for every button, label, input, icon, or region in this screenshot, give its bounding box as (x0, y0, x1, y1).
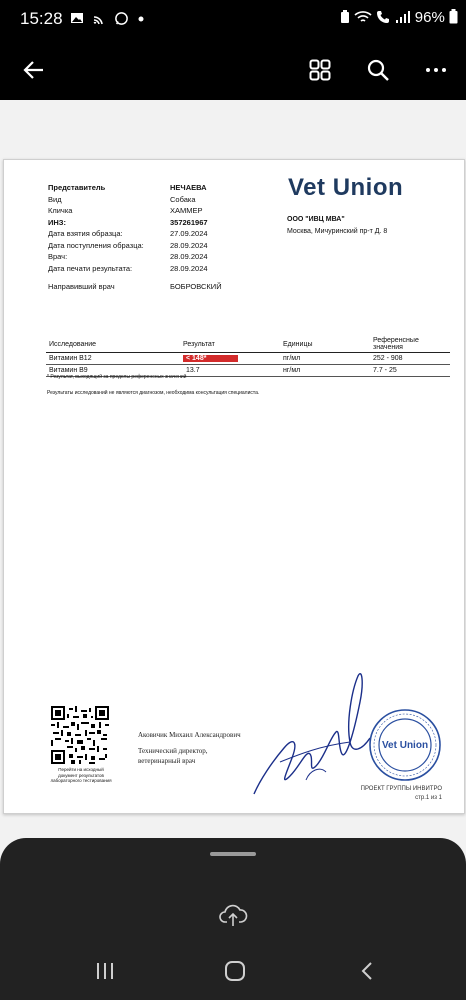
nav-back-button[interactable] (352, 956, 382, 986)
footer-project (361, 785, 442, 803)
dot-icon (137, 15, 145, 23)
field-label: Кличка (48, 206, 73, 215)
field-value: 28.09.2024 (170, 252, 208, 261)
handwritten-signature (250, 662, 380, 802)
org-address: Москва, Мичуринский пр-т Д. 8 (287, 228, 388, 235)
status-time: 15:28 (20, 9, 63, 28)
image-icon (70, 11, 84, 25)
wifi-icon (354, 10, 372, 24)
status-notification-icons (70, 10, 145, 26)
vet-union-logo: Vet Union (288, 174, 404, 201)
field-label: Представитель (48, 183, 106, 192)
field-value: Собака (170, 194, 196, 204)
field-value: 28.09.2024 (170, 263, 208, 273)
org-name: ООО "ИВЦ МВА" (287, 216, 345, 223)
document-page[interactable] (3, 159, 465, 814)
back-chevron-icon (360, 961, 374, 981)
results-table (46, 336, 450, 377)
sheet-handle[interactable] (210, 852, 256, 856)
field-label: Вид (48, 194, 62, 204)
project-name: ПРОЕКТ ГРУППЫ ИНВИТРО (360, 786, 442, 792)
recents-icon (95, 962, 115, 980)
header-test: Исследование (46, 336, 180, 353)
signer-block (138, 730, 241, 766)
field-row (4, 182, 284, 194)
field-label: Дата взятия образца: (48, 229, 123, 238)
field-value: НЕЧАЕВА (170, 183, 207, 192)
org-info (287, 214, 387, 238)
back-button[interactable] (16, 52, 52, 88)
qr-code[interactable] (51, 706, 109, 764)
status-bar (0, 0, 466, 40)
search-button[interactable] (360, 52, 396, 88)
cell-reference: 252 - 908 (373, 355, 403, 362)
field-row (4, 228, 284, 240)
referring-label: Направивший врач (48, 282, 115, 291)
note-out-of-range: * Результат, выходящий за пределы референсных значений (47, 374, 187, 380)
signal-icon (395, 10, 411, 24)
header-result: Результат (180, 336, 280, 353)
header-units: Единицы (280, 336, 370, 353)
upload-button[interactable] (218, 900, 248, 930)
referring-value: БОБРОВСКИЙ (170, 282, 222, 291)
grid-view-button[interactable] (302, 52, 338, 88)
field-value: 28.09.2024 (170, 240, 208, 250)
home-icon (224, 960, 246, 982)
signer-name: Аковичик Михаил Александрович (138, 731, 241, 739)
battery-icon (449, 9, 458, 24)
more-button[interactable] (418, 52, 454, 88)
more-horizontal-icon (425, 67, 447, 73)
cell-units: нг/мл (283, 367, 301, 374)
note-disclaimer: Результаты исследований не являются диагнозом, необходима консультация специалиста. (47, 390, 260, 396)
battery-percent: 96% (414, 9, 445, 26)
qr-caption: Перейти на исходный документ результатов лабораторного тестирования (50, 767, 112, 783)
cell-test: Витамин B12 (49, 355, 92, 362)
nav-home-button[interactable] (220, 956, 250, 986)
company-stamp (368, 708, 442, 782)
cell-test: Витамин B9 (49, 367, 88, 374)
cell-reference: 7.7 - 25 (373, 367, 397, 374)
whatsapp-icon (114, 11, 129, 26)
field-label: Дата печати результата: (48, 263, 133, 273)
field-value: ХАММЕР (170, 206, 203, 215)
page-number: стр.1 из 1 (415, 795, 442, 801)
viewer-toolbar (0, 40, 466, 100)
cloud-upload-icon (218, 900, 248, 930)
table-header-row (46, 336, 450, 353)
field-value: 27.09.2024 (170, 229, 208, 238)
table-row (46, 353, 450, 365)
call-icon (376, 10, 390, 24)
cast-icon (92, 11, 106, 25)
cell-units: пг/мл (283, 355, 301, 362)
bottom-sheet (0, 838, 466, 1000)
field-label: Врач: (48, 252, 68, 261)
grid-icon (309, 59, 331, 81)
cell-result: 13.7 (186, 367, 200, 374)
field-value: 357261967 (170, 217, 208, 227)
field-label: Дата поступления образца: (48, 240, 144, 250)
signer-title-2: ветеринарный врач (138, 757, 196, 765)
nav-recents-button[interactable] (90, 956, 120, 986)
field-row (4, 240, 284, 252)
field-row (4, 251, 284, 263)
search-icon (367, 59, 389, 81)
field-row (4, 205, 284, 217)
referring-doctor (4, 281, 284, 293)
status-system-icons (340, 9, 458, 26)
cell-result-flagged: < 148* (183, 355, 238, 362)
header-reference: Референсные значения (370, 336, 450, 353)
field-row (4, 263, 284, 275)
signer-title-1: Технический директор, (138, 747, 208, 755)
patient-info (4, 182, 284, 274)
field-row (4, 217, 284, 229)
battery-saver-icon (340, 10, 350, 24)
field-label: ИНЗ: (48, 217, 67, 227)
field-row (4, 194, 284, 206)
stamp-text: Vet Union (381, 740, 429, 751)
arrow-left-icon (23, 59, 45, 81)
